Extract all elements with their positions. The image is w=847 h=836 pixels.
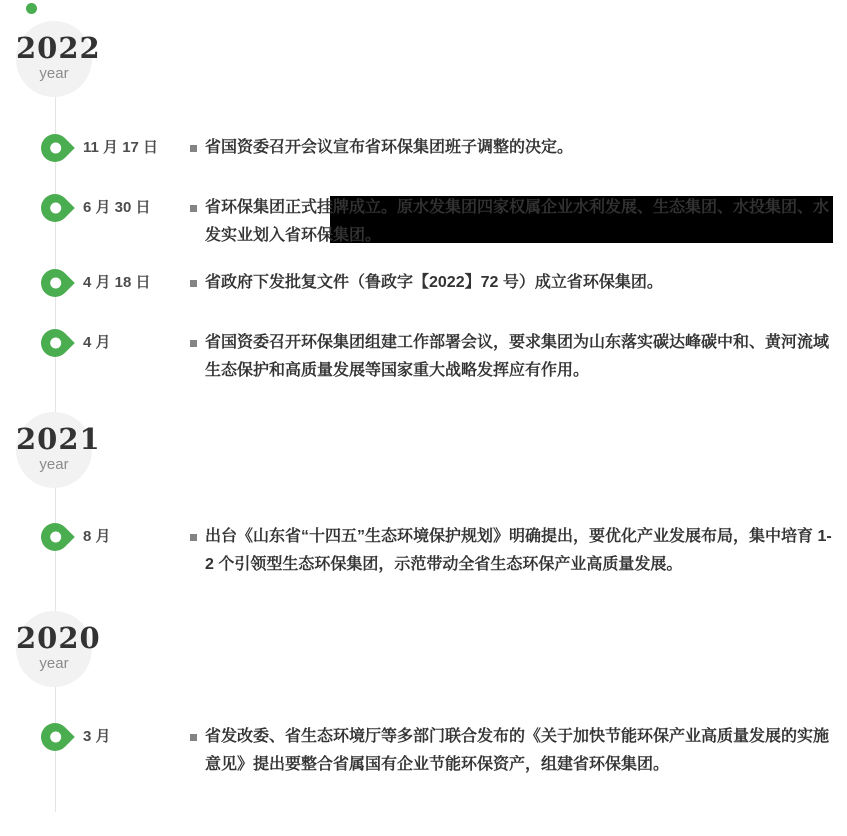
- item-date: 8 月: [83, 528, 111, 545]
- timeline-node-pin-icon: [35, 517, 75, 557]
- item-date: 4 月 18 日: [83, 274, 151, 291]
- timeline-node-pin-icon: [35, 128, 75, 168]
- item-text: 省国资委召开会议宣布省环保集团班子调整的决定。: [205, 139, 574, 156]
- timeline-node-pin-icon: [35, 188, 75, 228]
- year-badge-2020: [16, 611, 101, 687]
- bullet-square-icon: [190, 734, 197, 741]
- item-date: 6 月 30 日: [83, 199, 151, 216]
- item-text: 省环保集团正式挂牌成立。原水发集团四家权属企业水利发展、生态集团、水投集团、水发实业划入省环保集团。: [205, 199, 830, 244]
- year-badge-2022: [16, 21, 101, 97]
- item-text: 省国资委召开环保集团组建工作部署会议，要求集团为山东落实碳达峰碳中和、黄河流域生态保护和高质量发展等国家重大战略发挥应有作用。: [205, 334, 830, 379]
- timeline-node-pin-icon: [35, 717, 75, 757]
- year-label: year: [39, 65, 69, 82]
- item-text: 省发改委、省生态环境厅等多部门联合发布的《关于加快节能环保产业高质量发展的实施意见》提出要整合省属国有企业节能环保资产，组建省环保集团。: [205, 728, 830, 773]
- year-number: 2020: [16, 621, 101, 655]
- year-label: year: [39, 456, 69, 473]
- item-date: 11 月 17 日: [83, 139, 159, 156]
- year-number: 2022: [16, 31, 101, 65]
- bullet-square-icon: [190, 534, 197, 541]
- year-badge-2021: [16, 412, 101, 488]
- bullet-square-icon: [190, 280, 197, 287]
- year-label: year: [39, 655, 69, 672]
- bullet-square-icon: [190, 145, 197, 152]
- bullet-square-icon: [190, 340, 197, 347]
- timeline-top-dot-icon: [26, 3, 37, 14]
- item-date: 3 月: [83, 728, 111, 745]
- bullet-square-icon: [190, 205, 197, 212]
- item-date: 4 月: [83, 334, 111, 351]
- timeline-node-pin-icon: [35, 323, 75, 363]
- item-text: 省政府下发批复文件（鲁政字【2022】72 号）成立省环保集团。: [205, 274, 663, 291]
- year-number: 2021: [16, 422, 101, 456]
- timeline-node-pin-icon: [35, 263, 75, 303]
- item-text: 出台《山东省“十四五”生态环境保护规划》明确提出，要优化产业发展布局，集中培育 1-2 个引领型生态环保集团，示范带动全省生态环保产业高质量发展。: [205, 528, 832, 573]
